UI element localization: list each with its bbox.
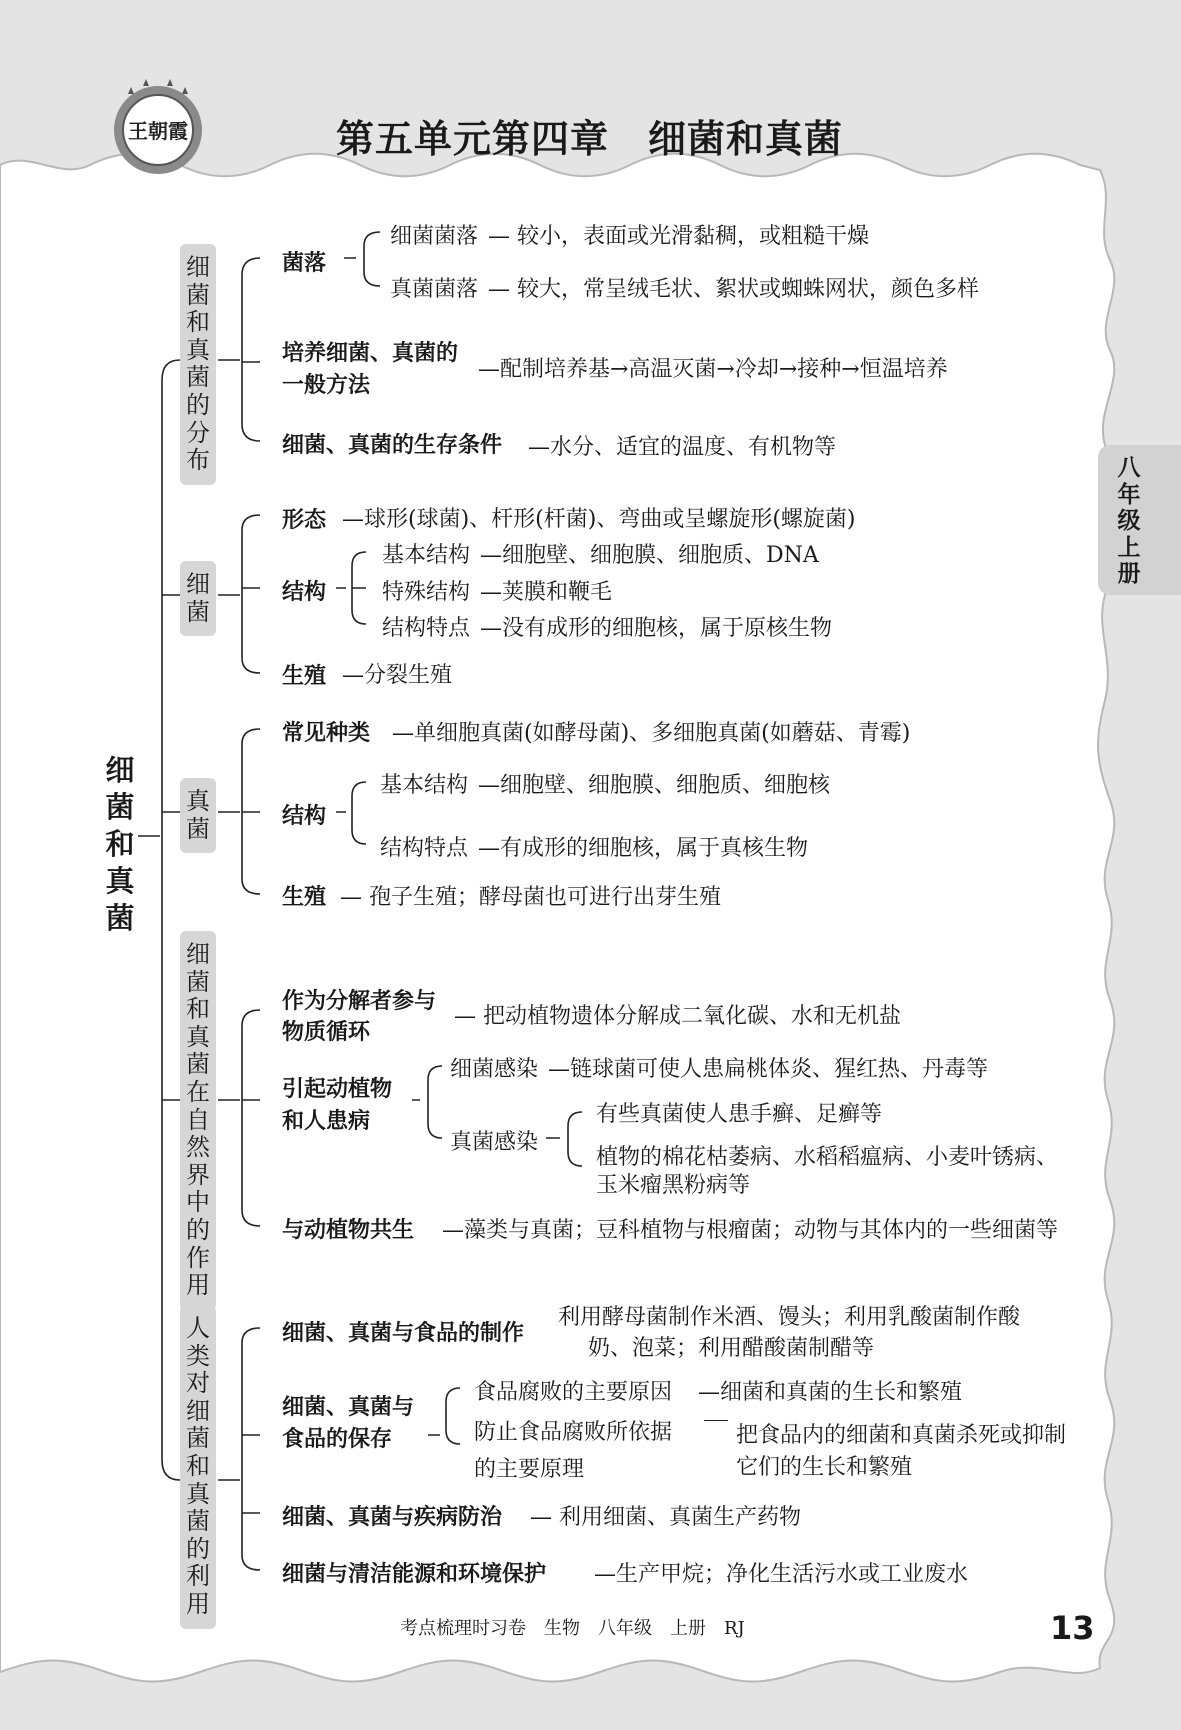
desc-survival-conditions: —水分、适宜的温度、有机物等 <box>528 435 837 460</box>
sub-desc-preservation-principle-line1: 把食品内的细菌和真菌杀死或抑制 <box>736 1423 1067 1448</box>
sub-key-special-structure: 特殊结构 <box>382 580 471 605</box>
item-fungi-structure: 结构 <box>282 804 327 829</box>
desc-decomposer: — 把动植物遗体分解成二氧化碳、水和无机盐 <box>454 1004 901 1029</box>
item-food-making: 细菌、真菌与食品的制作 <box>282 1321 525 1346</box>
desc-bacteria-reproduction: —分裂生殖 <box>342 663 453 688</box>
sub-desc-fungal-colony: — 较大，常呈绒毛状、絮状或蜘蛛网状，颜色多样 <box>488 277 979 302</box>
sub-key-spoilage-cause: 食品腐败的主要原因 <box>474 1380 673 1405</box>
sub-key-bacterial-infection: 细菌感染 <box>450 1057 539 1082</box>
item-disease-line1: 引起动植物 <box>282 1077 393 1102</box>
sub-key-fungal-infection: 真菌感染 <box>450 1130 539 1155</box>
side-tab-label: 八年级上册 <box>1117 455 1141 587</box>
desc-fungi-types: —单细胞真菌(如酵母菌)、多细胞真菌(如蘑菇、青霉) <box>392 721 911 746</box>
sub-key-preservation-principle-line1: 防止食品腐败所依据 <box>474 1420 673 1445</box>
sub-desc-fungi-basic: —细胞壁、细胞膜、细胞质、细胞核 <box>478 773 831 798</box>
item-symbiosis: 与动植物共生 <box>282 1218 415 1243</box>
root-label: 细菌和真菌 <box>105 753 135 935</box>
footer-text: 考点梳理时习卷 生物 八年级 上册 RJ <box>400 1618 745 1639</box>
desc-culture-method: —配制培养基→高温灭菌→冷却→接种→恒温培养 <box>478 357 948 382</box>
fungal-infection-plant-line1: 植物的棉花枯萎病、水稻稻瘟病、小麦叶锈病、 <box>596 1145 1059 1170</box>
sub-key-bacterial-colony: 细菌菌落 <box>390 224 479 249</box>
sub-key-basic-structure: 基本结构 <box>382 543 471 568</box>
sub-key-fungi-feature: 结构特点 <box>380 836 469 861</box>
item-food-preservation-line1: 细菌、真菌与 <box>282 1395 415 1420</box>
sub-key-fungi-basic: 基本结构 <box>380 773 469 798</box>
item-decomposer-line1: 作为分解者参与 <box>282 989 437 1014</box>
sub-key-structure-feature: 结构特点 <box>382 616 471 641</box>
sub-desc-fungi-feature: —有成形的细胞核，属于真核生物 <box>478 836 809 861</box>
desc-disease-prevention: — 利用细菌、真菌生产药物 <box>530 1505 801 1530</box>
page-title: 第五单元第四章 细菌和真菌 <box>336 117 844 161</box>
section-label-bacteria: 细菌 <box>180 561 216 636</box>
sub-desc-special-structure: —荚膜和鞭毛 <box>480 580 613 605</box>
sub-desc-bacterial-colony: — 较小，表面或光滑黏稠，或粗糙干燥 <box>488 224 869 249</box>
page-number: 13 <box>1050 1609 1095 1647</box>
item-survival-conditions: 细菌、真菌的生存条件 <box>282 433 503 458</box>
item-clean-energy: 细菌与清洁能源和环境保护 <box>282 1562 547 1587</box>
fungal-infection-plant-line2: 玉米瘤黑粉病等 <box>596 1173 751 1198</box>
item-colony: 菌落 <box>282 251 327 276</box>
desc-food-making-line1: 利用酵母菌制作米酒、馒头；利用乳酸菌制作酸 <box>558 1305 1021 1330</box>
sub-key-preservation-principle-line2: 的主要原理 <box>474 1457 585 1482</box>
item-bacteria-reproduction: 生殖 <box>282 664 327 689</box>
item-culture-method-line1: 培养细菌、真菌的 <box>282 341 459 366</box>
desc-fungi-reproduction: — 孢子生殖；酵母菌也可进行出芽生殖 <box>340 885 721 910</box>
preservation-dash <box>704 1420 728 1421</box>
item-fungi-reproduction: 生殖 <box>282 885 327 910</box>
desc-bacteria-shape: —球形(球菌)、杆形(杆菌)、弯曲或呈螺旋形(螺旋菌) <box>342 507 856 532</box>
fungal-infection-human: 有些真菌使人患手癣、足癣等 <box>596 1102 883 1127</box>
desc-clean-energy: —生产甲烷；净化生活污水或工业废水 <box>594 1562 969 1587</box>
desc-food-making-line2: 奶、泡菜；利用醋酸菌制醋等 <box>588 1336 875 1361</box>
item-decomposer-line2: 物质循环 <box>282 1020 371 1045</box>
section-label-distribution: 细菌和真菌的分布 <box>180 244 216 485</box>
logo-text: 王朝霞 <box>128 119 188 143</box>
sub-desc-structure-feature: —没有成形的细胞核，属于原核生物 <box>480 616 833 641</box>
item-disease-prevention: 细菌、真菌与疾病防治 <box>282 1505 503 1530</box>
section-label-role-in-nature: 细菌和真菌在自然界中的作用 <box>180 931 216 1310</box>
sub-desc-preservation-principle-line2: 它们的生长和繁殖 <box>736 1455 913 1480</box>
item-bacteria-shape: 形态 <box>282 508 327 533</box>
sub-desc-spoilage-cause: —细菌和真菌的生长和繁殖 <box>698 1380 963 1405</box>
section-label-human-use: 人类对细菌和真菌的利用 <box>180 1305 216 1629</box>
item-culture-method-line2: 一般方法 <box>282 373 371 398</box>
item-disease-line2: 和人患病 <box>282 1109 371 1134</box>
item-bacteria-structure: 结构 <box>282 580 327 605</box>
item-fungi-types: 常见种类 <box>282 721 371 746</box>
item-food-preservation-line2: 食品的保存 <box>282 1427 393 1452</box>
sub-key-fungal-colony: 真菌菌落 <box>390 277 479 302</box>
desc-symbiosis: —藻类与真菌；豆科植物与根瘤菌；动物与其体内的一些细菌等 <box>442 1218 1059 1243</box>
sub-desc-bacterial-infection: —链球菌可使人患扁桃体炎、猩红热、丹毒等 <box>548 1057 989 1082</box>
section-label-fungi: 真菌 <box>180 778 216 853</box>
sub-desc-basic-structure: —细胞壁、细胞膜、细胞质、DNA <box>480 543 819 568</box>
